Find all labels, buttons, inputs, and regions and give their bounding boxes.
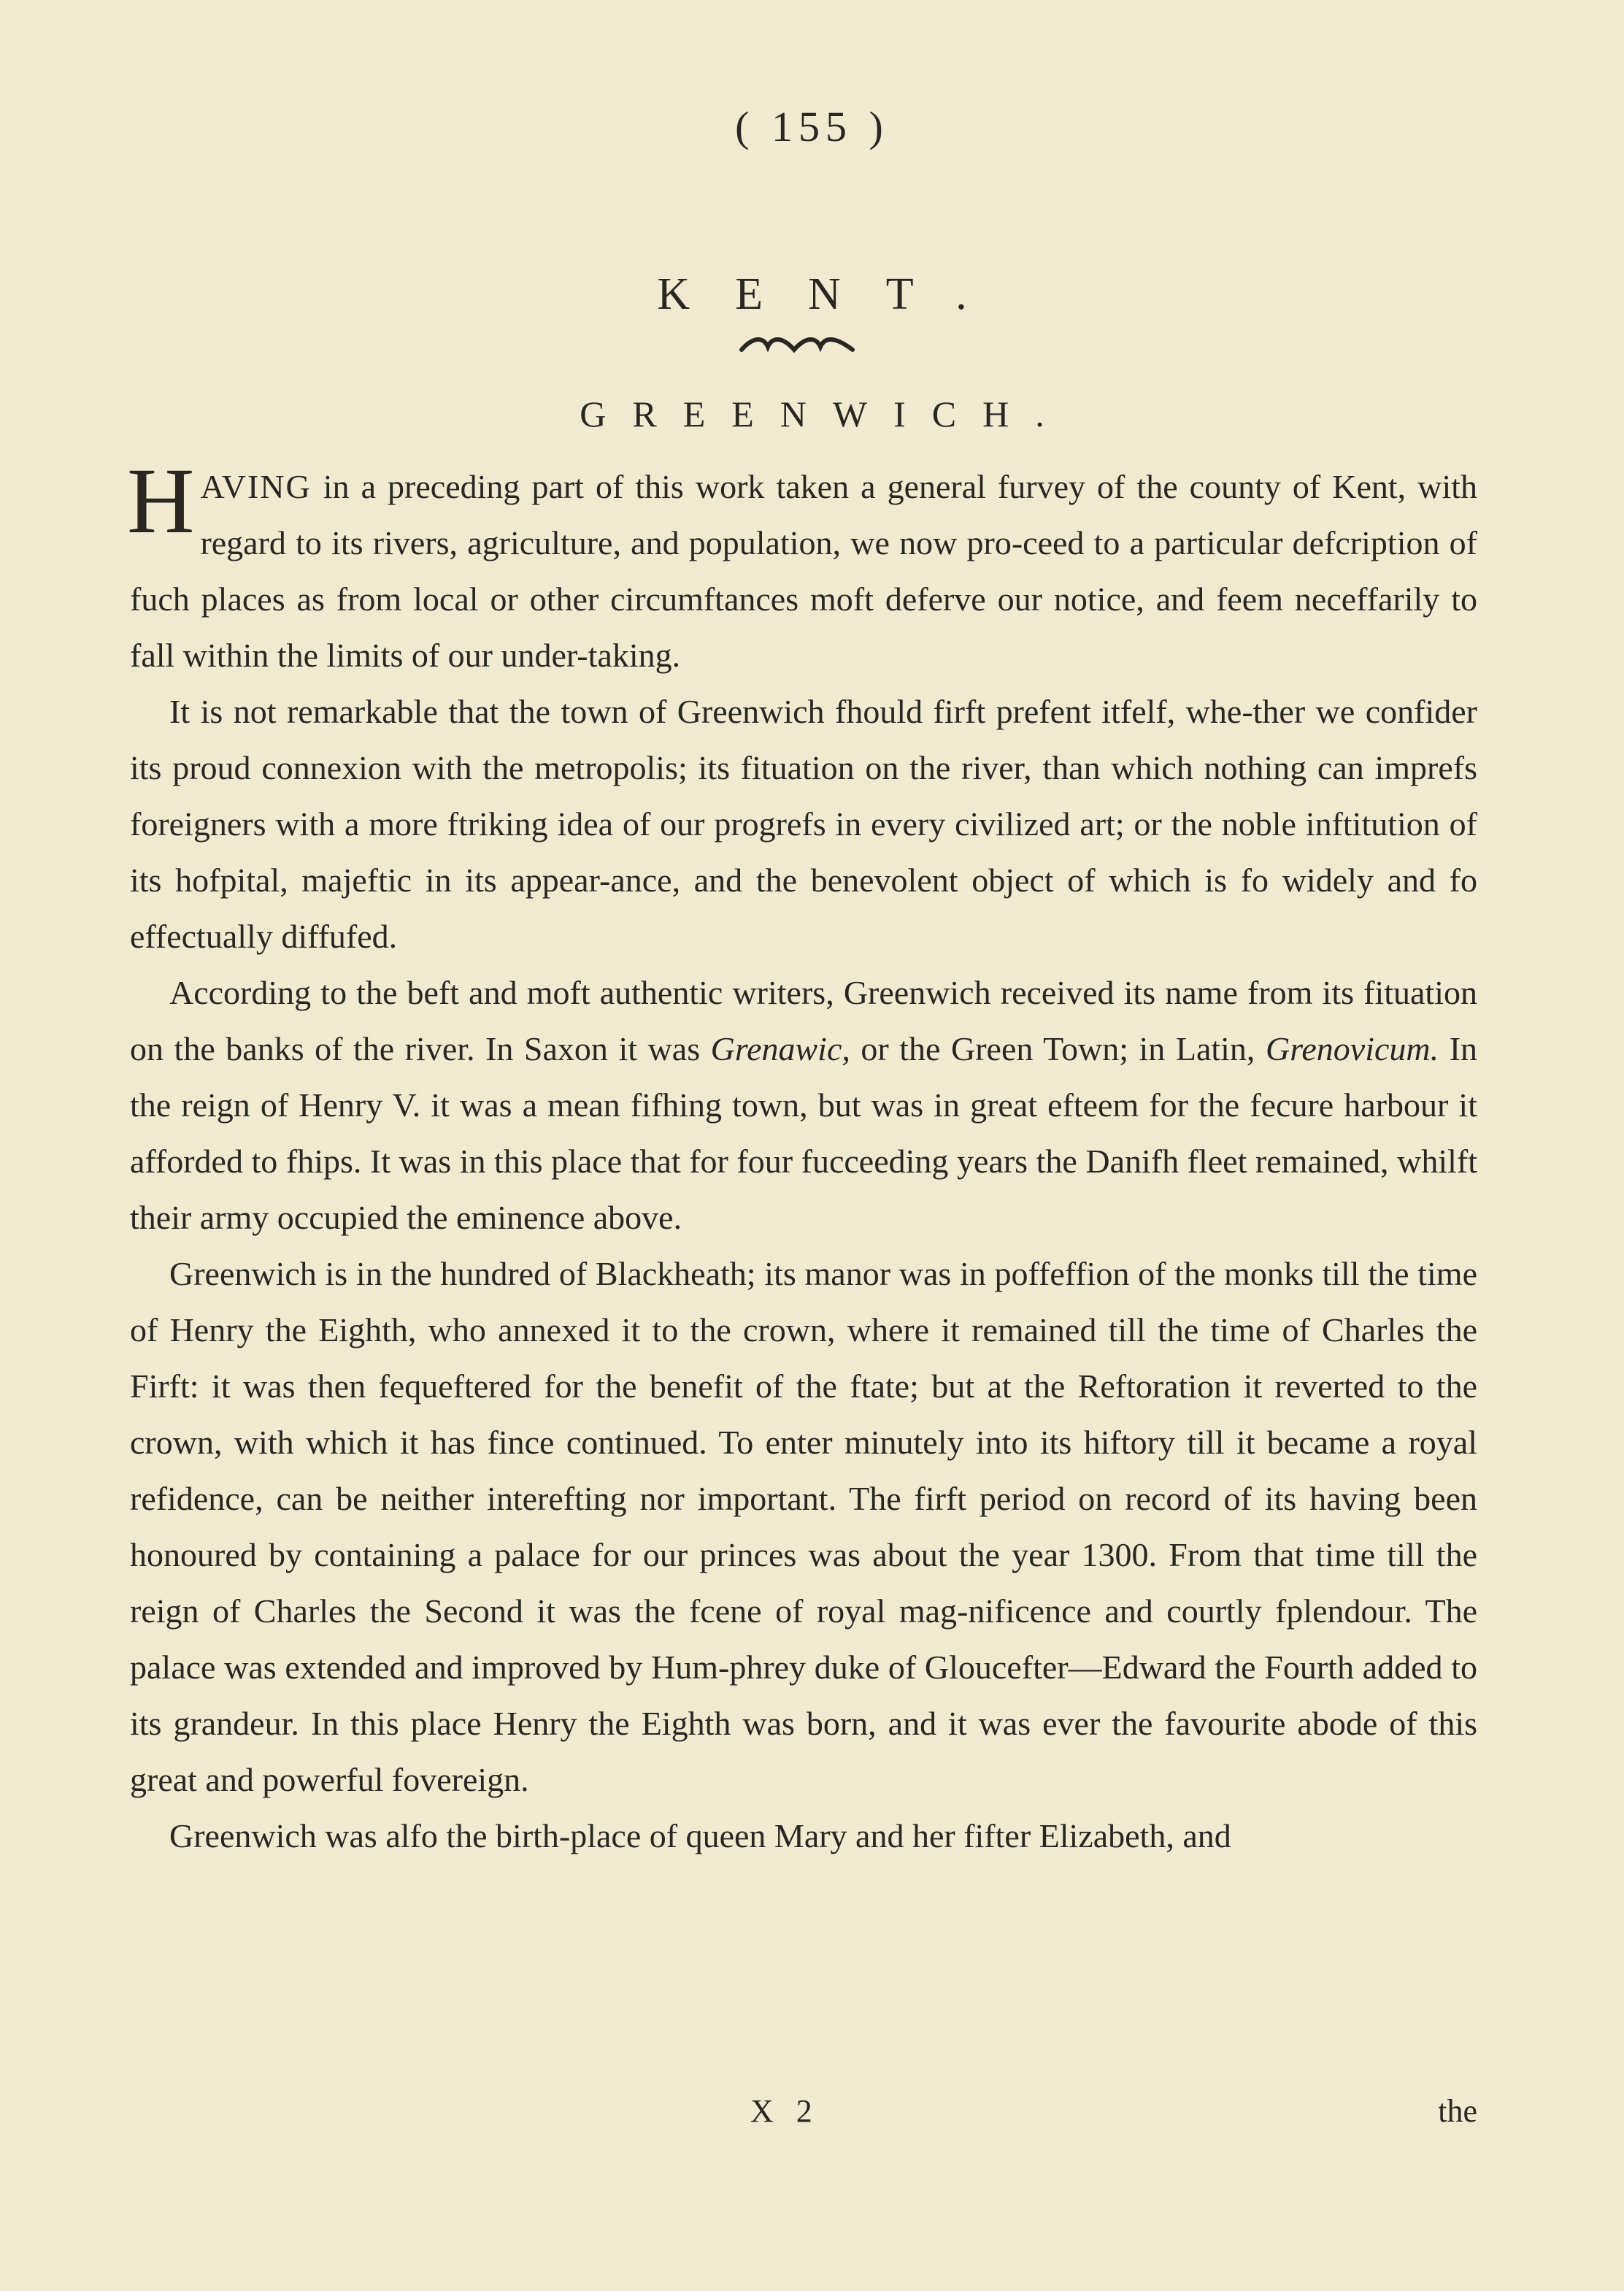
body-text (127, 449, 1478, 1864)
paragraph (127, 449, 1478, 683)
ornament-divider (739, 332, 855, 358)
paragraph-text: According to the beft and moft authentic writers, Greenwich received its name from its fituation on the banks of the river. In Saxon it was (130, 974, 1477, 1067)
italic-term: Grenawic, (710, 1030, 850, 1067)
italic-term: Grenovicum. (1265, 1030, 1439, 1067)
drop-cap: H (127, 449, 195, 553)
catchword: the (1438, 2093, 1477, 2129)
paragraph: Greenwich is in the hundred of Blackheath; its manor was in poffeffion of the monks till the time of Henry the Eighth, who annexed it to the crown, where it remained till the time of Charles the Firft: it was then fequeftered for the benefit of the ftate; but at the Reftoration it reverted to the crown, with which it has fince continued. To enter minutely into its hiftory till it became a royal refidence, can be neither interefting nor important. The firft period on record of its having been honoured by containing a palace for our princes was about the year 1300. From that time till the reign of Charles the Second it was the fcene of royal mag-nificence and courtly fplendour. The palace was extended and improved by Hum-phrey duke of Gloucefter—Edward the Fourth added to its grandeur. In this place Henry the Eighth was born, and it was ever the favourite abode of this great and powerful fovereign. (130, 1255, 1477, 1798)
section-title: GREENWICH. (580, 394, 1071, 434)
paragraph (130, 964, 1477, 1246)
paragraph-text: or the Green Town; in Latin, (861, 1030, 1255, 1067)
signature-mark: X 2 (750, 2093, 820, 2129)
paragraph-text: In the reign of Henry V. it was a mean fifhing town, but was in great efteem for the fecure harbour it afforded to fhips. It was in this place that for four fucceeding years the Danifh fleet remained, whilft their army occupied the eminence above. (130, 1030, 1478, 1236)
paragraph: It is not remarkable that the town of Greenwich fhould firft prefent itfelf, whe-ther we confider its proud connexion with the metropolis; its fituation on the river, than which nothing can imprefs foreigners with a more ftriking idea of our progrefs in every civilized art; or the noble inftitution of its hofpital, majeftic in its appear-ance, and the benevolent object of which is fo widely and fo effectually diffufed. (130, 693, 1477, 955)
paragraph-text: in a preceding part of this work taken a general furvey of the county of Kent, with regard to its rivers, agriculture, and population, we now pro-ceed to a particular defcription of fuch places as from local or other circumftances moft deferve our notice, and feem neceffarily to fall within the limits of our under-taking. (130, 468, 1478, 674)
page-footer (130, 2092, 1477, 2144)
page-number: ( 155 ) (735, 103, 889, 150)
paragraph: Greenwich was alfo the birth-place of queen Mary and her fifter Elizabeth, and (169, 1817, 1231, 1854)
county-title: KENT. (657, 269, 1012, 319)
lead-word: AVING (200, 468, 312, 505)
